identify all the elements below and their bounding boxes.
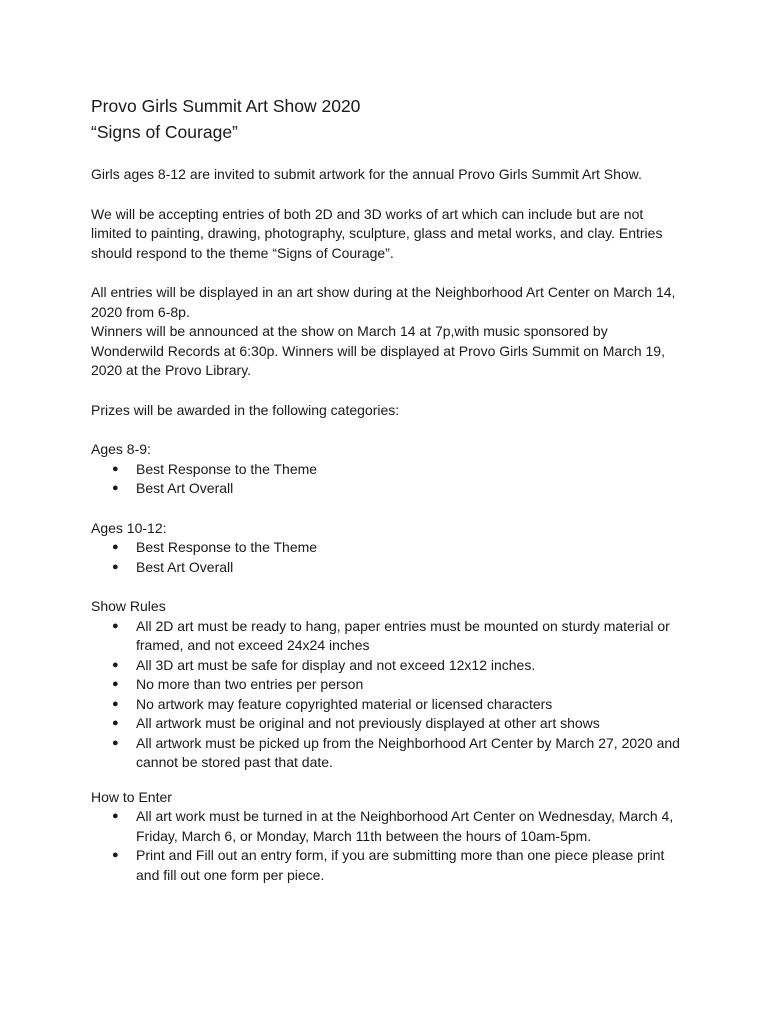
winners-paragraph: Winners will be announced at the show on March 14 at 7p,with music sponsored by Wonderwild Records at 6:30p. Winners will be displayed at Provo Girls Summit on March 19, 2020 at the Provo Library. xyxy=(91,323,665,378)
bullet-icon: ● xyxy=(112,619,119,632)
intro-paragraph: Girls ages 8-12 are invited to submit artwork for the annual Provo Girls Summit Art Show. xyxy=(91,166,642,182)
enter-step-text: Print and Fill out an entry form, if you are submitting more than one piece please print and fill out one form per piece. xyxy=(136,847,665,883)
list-item xyxy=(91,460,680,480)
list-item xyxy=(91,538,680,558)
list-item xyxy=(91,479,680,499)
bullet-icon: ● xyxy=(112,541,119,553)
prize-label: Best Art Overall xyxy=(136,480,234,496)
title-line-2: “Signs of Courage” xyxy=(91,122,238,142)
prizes-intro: Prizes will be awarded in the following categories: xyxy=(91,401,400,418)
rule-text: No artwork may feature copyrighted material or licensed characters xyxy=(136,695,553,712)
rule-text: All 2D art must be ready to hang, paper entries must be mounted on sturdy material or framed, and not exceed 24x24 inches xyxy=(136,617,670,653)
title-line-1: Provo Girls Summit Art Show 2020 xyxy=(91,96,361,116)
bullet-icon: ● xyxy=(112,560,119,573)
prize-list xyxy=(91,460,680,499)
rule-text: No more than two entries per person xyxy=(136,676,364,692)
prize-label: Best Art Overall xyxy=(136,558,234,575)
list-item xyxy=(91,846,680,885)
list-item xyxy=(91,807,680,846)
age-group-label: Ages 10-12: xyxy=(91,519,167,536)
list-item xyxy=(91,617,680,656)
bullet-icon: ● xyxy=(112,736,119,749)
list-item xyxy=(91,714,680,734)
prize-list xyxy=(91,538,680,577)
bullet-icon: ● xyxy=(112,462,119,475)
list-item xyxy=(91,558,680,578)
show-rules-list xyxy=(91,617,680,773)
enter-step-text: All art work must be turned in at the Neighborhood Art Center on Wednesday, March 4, Friday, March 6, or Monday, March 11th between the hours of 10am-5pm. xyxy=(136,808,674,844)
show-rules-heading: Show Rules xyxy=(91,598,166,614)
bullet-icon: ● xyxy=(112,697,119,710)
bullet-icon: ● xyxy=(112,658,119,671)
how-to-enter-list xyxy=(91,807,680,885)
bullet-icon: ● xyxy=(112,482,119,494)
how-to-enter-heading: How to Enter xyxy=(91,788,172,805)
bullet-icon: ● xyxy=(112,678,119,690)
display-paragraph: All entries will be displayed in an art show during at the Neighborhood Art Center on March 14, 2020 from 6-8p. xyxy=(91,284,676,320)
prize-label: Best Response to the Theme xyxy=(136,539,318,555)
list-item xyxy=(91,675,680,695)
rule-text: All artwork must be picked up from the Neighborhood Art Center by March 27, 2020 and cannot be stored past that date. xyxy=(136,734,680,770)
prize-label: Best Response to the Theme xyxy=(136,460,318,477)
bullet-icon: ● xyxy=(112,810,119,822)
entries-paragraph: We will be accepting entries of both 2D and 3D works of art which can include but are not limited to painting, drawing, photography, sculpture, glass and metal works, and clay. Entries should respond to the theme “Signs of Courage”. xyxy=(91,205,663,261)
bullet-icon: ● xyxy=(112,717,119,729)
bullet-icon: ● xyxy=(112,849,119,861)
list-item xyxy=(91,734,680,773)
rule-text: All artwork must be original and not previously displayed at other art shows xyxy=(136,715,600,731)
list-item xyxy=(91,656,680,676)
rule-text: All 3D art must be safe for display and not exceed 12x12 inches. xyxy=(136,656,536,673)
list-item xyxy=(91,695,680,715)
age-group-label: Ages 8-9: xyxy=(91,441,151,457)
